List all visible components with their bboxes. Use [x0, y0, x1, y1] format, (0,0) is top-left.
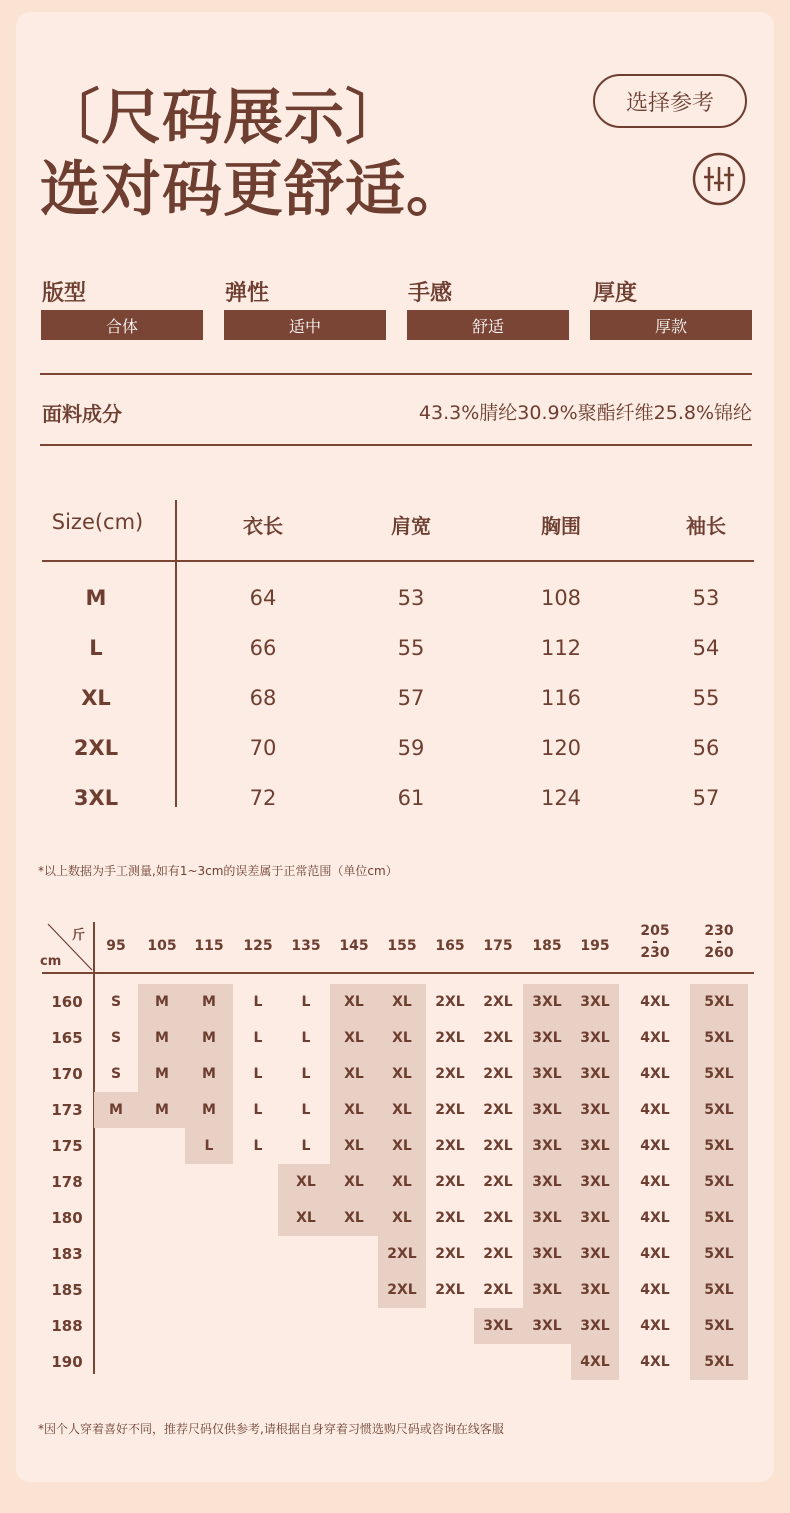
recommended-size-cell: 4XL: [640, 1066, 670, 1082]
height-label: 190: [51, 1353, 83, 1371]
recommended-size-cell: XL: [392, 994, 412, 1010]
recommended-size-cell: 5XL: [704, 1102, 734, 1118]
measurement-note: *以上数据为手工测量,如有1~3cm的误差属于正常范围（单位cm）: [38, 864, 398, 878]
size-value: 53: [692, 586, 720, 610]
recommended-size-cell: 3XL: [532, 1282, 562, 1298]
recommended-size-cell: 4XL: [580, 1354, 610, 1370]
recommended-size-cell: 3XL: [580, 994, 610, 1010]
size-header: Size(cm): [51, 510, 144, 534]
attr-label-feel: 手感: [408, 281, 453, 306]
size-value: 57: [692, 786, 720, 810]
recommended-size-cell: 4XL: [640, 1246, 670, 1262]
recommended-size-cell: 3XL: [580, 1138, 610, 1154]
weight-header: 205 - 230: [640, 923, 670, 961]
size-value: 112: [540, 636, 582, 660]
recommended-size-cell: 4XL: [640, 1318, 670, 1334]
weight-header: 115: [194, 938, 224, 954]
size-value: 124: [540, 786, 582, 810]
size-value: 59: [397, 736, 425, 760]
attr-label-elasticity: 弹性: [225, 281, 270, 306]
recommended-size-cell: 3XL: [532, 1066, 562, 1082]
recommended-size-cell: L: [301, 1066, 311, 1082]
height-label: 165: [51, 1029, 83, 1047]
weight-header: 105: [147, 938, 177, 954]
recommended-size-cell: 5XL: [704, 1282, 734, 1298]
attr-value-thickness: 厚款: [590, 310, 752, 340]
size-value: 68: [249, 686, 277, 710]
recommended-size-cell: XL: [344, 1066, 364, 1082]
recommended-size-cell: 5XL: [704, 1174, 734, 1190]
height-label: 180: [51, 1209, 83, 1227]
recommended-size-cell: 2XL: [435, 1138, 465, 1154]
recommended-size-cell: 4XL: [640, 1138, 670, 1154]
recommended-size-cell: L: [253, 1102, 263, 1118]
recommended-size-cell: XL: [392, 1030, 412, 1046]
weight-header: 195: [580, 938, 610, 954]
recommended-size-cell: 3XL: [532, 1318, 562, 1334]
recommended-size-cell: 5XL: [704, 1246, 734, 1262]
page-subtitle: 选对码更舒适。: [40, 155, 467, 225]
weight-header: 155: [387, 938, 417, 954]
height-label: 175: [51, 1137, 83, 1155]
recommended-size-cell: M: [155, 1066, 169, 1082]
height-label: 185: [51, 1281, 83, 1299]
height-label: 183: [51, 1245, 83, 1263]
recommended-size-cell: XL: [296, 1210, 316, 1226]
weight-header: 175: [483, 938, 513, 954]
recommended-size-cell: 3XL: [532, 1246, 562, 1262]
recommended-size-cell: 2XL: [483, 1138, 513, 1154]
size-value: 70: [249, 736, 277, 760]
recommended-size-cell: 2XL: [483, 1066, 513, 1082]
recommended-size-cell: S: [110, 994, 122, 1010]
recommended-size-cell: XL: [392, 1138, 412, 1154]
recommended-size-cell: XL: [344, 1210, 364, 1226]
size-value: 66: [249, 636, 277, 660]
recommended-size-cell: 4XL: [640, 1030, 670, 1046]
recommended-size-cell: 2XL: [483, 994, 513, 1010]
size-label: XL: [81, 686, 111, 710]
divider: [40, 444, 752, 446]
page-title: 〔尺码展示〕: [40, 83, 406, 153]
attr-value-fit: 合体: [41, 310, 203, 340]
recommended-size-cell: XL: [392, 1210, 412, 1226]
recommended-size-cell: 5XL: [704, 1318, 734, 1334]
recommended-size-cell: M: [155, 994, 169, 1010]
recommended-size-cell: M: [202, 994, 216, 1010]
size-label: 3XL: [73, 786, 119, 810]
attr-label-thickness: 厚度: [593, 281, 638, 306]
weight-header: 125: [243, 938, 273, 954]
size-label: M: [85, 586, 107, 610]
recommended-size-cell: 4XL: [640, 1174, 670, 1190]
size-value: 54: [692, 636, 720, 660]
weight-unit: 斤: [72, 928, 86, 943]
size-value: 108: [540, 586, 582, 610]
attr-label-fit: 版型: [42, 281, 87, 306]
divider: [40, 373, 752, 375]
chest-header: 胸围: [541, 514, 581, 538]
recommended-size-cell: 3XL: [580, 1210, 610, 1226]
recommended-size-cell: 5XL: [704, 1354, 734, 1370]
recommended-size-cell: M: [202, 1102, 216, 1118]
recommended-size-cell: 3XL: [483, 1318, 513, 1334]
recommended-size-cell: XL: [392, 1066, 412, 1082]
recommended-size-cell: 2XL: [435, 1210, 465, 1226]
size-value: 120: [540, 736, 582, 760]
recommended-size-cell: 3XL: [532, 1138, 562, 1154]
recommended-size-cell: 5XL: [704, 1030, 734, 1046]
recommended-size-cell: 4XL: [640, 1102, 670, 1118]
recommended-size-cell: 4XL: [640, 1210, 670, 1226]
weight-header: 165: [435, 938, 465, 954]
size-value: 56: [692, 736, 720, 760]
recommended-size-cell: 2XL: [387, 1246, 417, 1262]
sliders-icon[interactable]: [692, 152, 746, 206]
weight-header: 145: [339, 938, 369, 954]
recommended-size-cell: M: [109, 1102, 123, 1118]
recommended-size-cell: 5XL: [704, 1138, 734, 1154]
weight-header: 95: [106, 938, 126, 954]
recommended-size-cell: 3XL: [580, 1174, 610, 1190]
table-header-rule: [42, 560, 754, 562]
recommended-size-cell: 3XL: [580, 1246, 610, 1262]
recommended-size-cell: L: [301, 994, 311, 1010]
recommended-size-cell: 2XL: [435, 1174, 465, 1190]
recommendation-note: *因个人穿着喜好不同，推荐尺码仅供参考,请根据自身穿着习惯选购尺码或咨询在线客服: [38, 1422, 504, 1436]
recommended-size-cell: XL: [344, 1030, 364, 1046]
recommended-size-cell: 2XL: [483, 1174, 513, 1190]
recommended-size-cell: M: [202, 1066, 216, 1082]
weight-header: 230 - 260: [704, 923, 734, 961]
size-label: L: [89, 636, 103, 660]
size-value: 64: [249, 586, 277, 610]
recommended-size-cell: 2XL: [483, 1210, 513, 1226]
recommended-size-cell: 5XL: [704, 1066, 734, 1082]
size-value: 57: [397, 686, 425, 710]
size-reference-button[interactable]: 选择参考: [593, 74, 747, 128]
size-label: 2XL: [73, 736, 119, 760]
recommended-size-cell: L: [301, 1138, 311, 1154]
size-value: 61: [397, 786, 425, 810]
recommended-size-cell: L: [301, 1102, 311, 1118]
recommended-size-cell: 4XL: [640, 1282, 670, 1298]
recommended-size-cell: 2XL: [435, 1282, 465, 1298]
height-label: 178: [51, 1173, 83, 1191]
weight-header: 185: [532, 938, 562, 954]
recommended-size-cell: 2XL: [483, 1282, 513, 1298]
fabric-value: 43.3%腈纶30.9%聚酯纤维25.8%锦纶: [418, 402, 752, 424]
weight-header: 135: [291, 938, 321, 954]
recommended-size-cell: 2XL: [387, 1282, 417, 1298]
recommended-size-cell: L: [253, 1030, 263, 1046]
size-value: 53: [397, 586, 425, 610]
recommended-size-cell: 3XL: [580, 1318, 610, 1334]
recommended-size-cell: 2XL: [483, 1102, 513, 1118]
recommended-size-cell: 2XL: [435, 1246, 465, 1262]
height-label: 173: [51, 1101, 83, 1119]
length-header: 衣长: [243, 514, 283, 538]
height-label: 170: [51, 1065, 83, 1083]
recommended-size-cell: 4XL: [640, 994, 670, 1010]
attr-value-feel: 舒适: [407, 310, 569, 340]
recommended-size-cell: XL: [344, 1102, 364, 1118]
recommended-size-cell: XL: [344, 994, 364, 1010]
height-label: 188: [51, 1317, 83, 1335]
height-unit: cm: [40, 954, 62, 969]
height-label: 160: [51, 993, 83, 1011]
recommended-size-cell: 3XL: [532, 994, 562, 1010]
recommended-size-cell: L: [204, 1138, 214, 1154]
recommended-size-cell: 3XL: [532, 1030, 562, 1046]
recommended-size-cell: XL: [344, 1138, 364, 1154]
size-value: 72: [249, 786, 277, 810]
recommended-size-cell: 5XL: [704, 994, 734, 1010]
size-value: 55: [692, 686, 720, 710]
grid-header-rule: [42, 972, 754, 974]
recommended-size-cell: 2XL: [483, 1246, 513, 1262]
recommended-size-cell: M: [155, 1030, 169, 1046]
recommended-size-cell: 3XL: [580, 1066, 610, 1082]
recommended-size-cell: 2XL: [483, 1030, 513, 1046]
recommended-size-cell: 3XL: [532, 1210, 562, 1226]
recommended-size-cell: XL: [392, 1102, 412, 1118]
attr-value-elasticity: 适中: [224, 310, 386, 340]
table-vertical-rule: [175, 500, 177, 807]
recommended-size-cell: 2XL: [435, 1102, 465, 1118]
fabric-label: 面料成分: [42, 402, 122, 426]
recommended-size-cell: M: [155, 1102, 169, 1118]
recommended-size-cell: 2XL: [435, 994, 465, 1010]
recommended-size-cell: S: [110, 1066, 122, 1082]
recommended-size-cell: L: [253, 1066, 263, 1082]
recommended-size-cell: 2XL: [435, 1030, 465, 1046]
recommended-size-cell: 5XL: [704, 1210, 734, 1226]
recommended-size-cell: XL: [344, 1174, 364, 1190]
recommended-size-cell: L: [253, 994, 263, 1010]
recommended-size-cell: 3XL: [580, 1030, 610, 1046]
recommended-size-cell: 3XL: [532, 1174, 562, 1190]
recommended-size-cell: XL: [392, 1174, 412, 1190]
size-value: 116: [540, 686, 582, 710]
recommended-size-cell: 3XL: [580, 1282, 610, 1298]
size-value: 55: [397, 636, 425, 660]
sleeve-header: 袖长: [686, 514, 726, 538]
shoulder-header: 肩宽: [391, 514, 431, 538]
recommended-size-cell: L: [253, 1138, 263, 1154]
recommended-size-cell: M: [202, 1030, 216, 1046]
recommended-size-cell: 3XL: [580, 1102, 610, 1118]
recommended-size-cell: 3XL: [532, 1102, 562, 1118]
recommended-size-cell: 2XL: [435, 1066, 465, 1082]
recommended-size-cell: 4XL: [640, 1354, 670, 1370]
recommended-size-cell: XL: [296, 1174, 316, 1190]
recommended-size-cell: S: [110, 1030, 122, 1046]
recommended-size-cell: L: [301, 1030, 311, 1046]
